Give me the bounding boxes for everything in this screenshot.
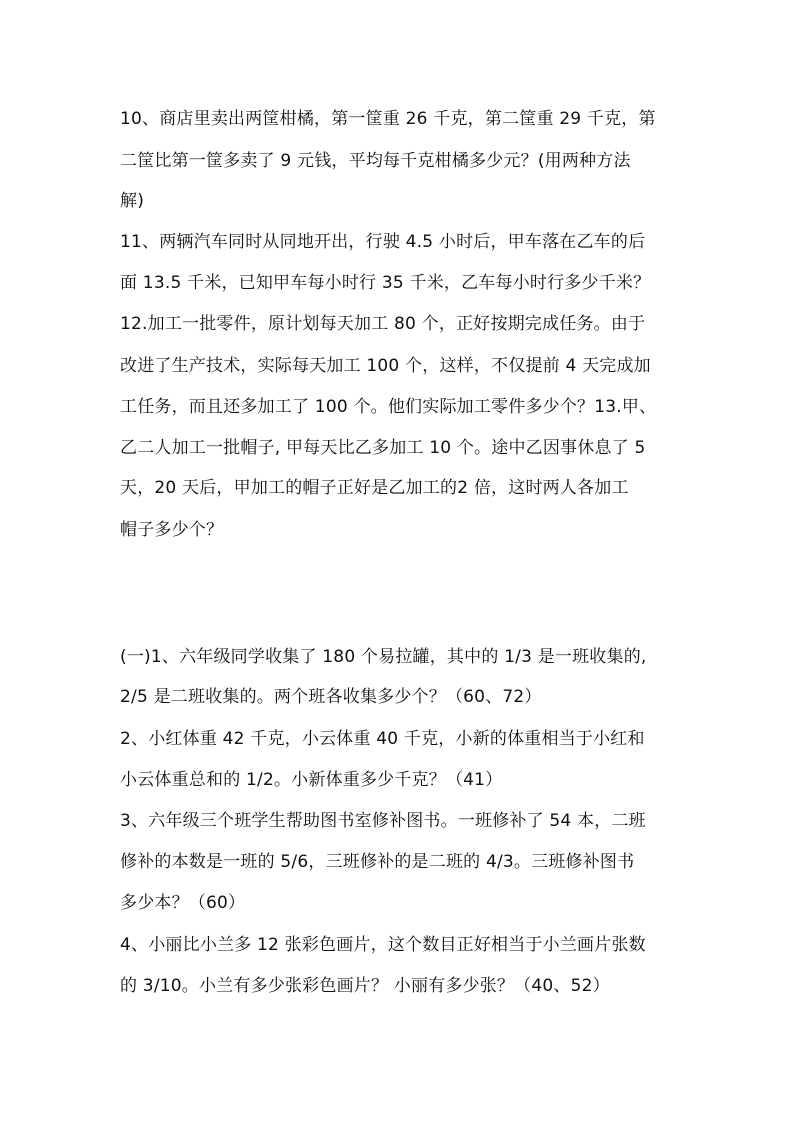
question-12-line-2: 改进了生产技术，实际每天加工 100 个，这样，不仅提前 4 天完成加 xyxy=(120,356,651,376)
question-10-line-1: 10、商店里卖出两筐柑橘，第一筐重 26 千克，第二筐重 29 千克，第 xyxy=(120,109,656,129)
question-10-line-3: 解) xyxy=(120,191,145,211)
question-11-line-2: 面 13.5 千米，已知甲车每小时行 35 千米，乙车每小时行多少千米？ xyxy=(120,273,651,293)
section2-question-4-line-2: 的 3/10。小兰有多少张彩色画片？ 小丽有多少张？（40、52） xyxy=(120,976,610,996)
question-13-line-3: 帽子多少个？ xyxy=(120,520,224,540)
section2-question-1-line-2: 2/5 是二班收集的。两个班各收集多少个？（60、72） xyxy=(120,687,542,707)
section2-question-4-line-1: 4、小丽比小兰多 12 张彩色画片，这个数目正好相当于小兰画片张数 xyxy=(120,935,646,955)
question-12-line-1: 12.加工一批零件，原计划每天加工 80 个，正好按期完成任务。由于 xyxy=(120,314,646,334)
question-12-line-3: 工任务，而且还多加工了 100 个。他们实际加工零件多少个？13.甲、 xyxy=(120,397,657,417)
section2-question-1-line-1: (一)1、六年级同学收集了 180 个易拉罐，其中的 1/3 是一班收集的, xyxy=(120,647,647,667)
question-11-line-1: 11、两辆汽车同时从同地开出，行驶 4.5 小时后，甲车落在乙车的后 xyxy=(120,232,646,252)
section2-question-3-line-1: 3、六年级三个班学生帮助图书室修补图书。一班修补了 54 本，二班 xyxy=(120,811,646,831)
question-13-line-2: 天，20 天后，甲加工的帽子正好是乙加工的2 倍，这时两人各加工 xyxy=(120,478,629,498)
question-10-line-2: 二筐比第一筐多卖了 9 元钱，平均每千克柑橘多少元？(用两种方法 xyxy=(120,151,631,171)
section2-question-3-line-3: 多少本？（60） xyxy=(120,893,246,913)
section2-question-2-line-1: 2、小红体重 42 千克，小云体重 40 千克，小新的体重相当于小红和 xyxy=(120,729,645,749)
section2-question-2-line-2: 小云体重总和的 1/2。小新体重多少千克？（41） xyxy=(120,770,503,790)
question-13-line-1: 乙二人加工一批帽子, 甲每天比乙多加工 10 个。途中乙因事休息了 5 xyxy=(120,438,646,458)
section2-question-3-line-2: 修补的本数是一班的 5/6，三班修补的是二班的 4/3。三班修补图书 xyxy=(120,852,635,872)
